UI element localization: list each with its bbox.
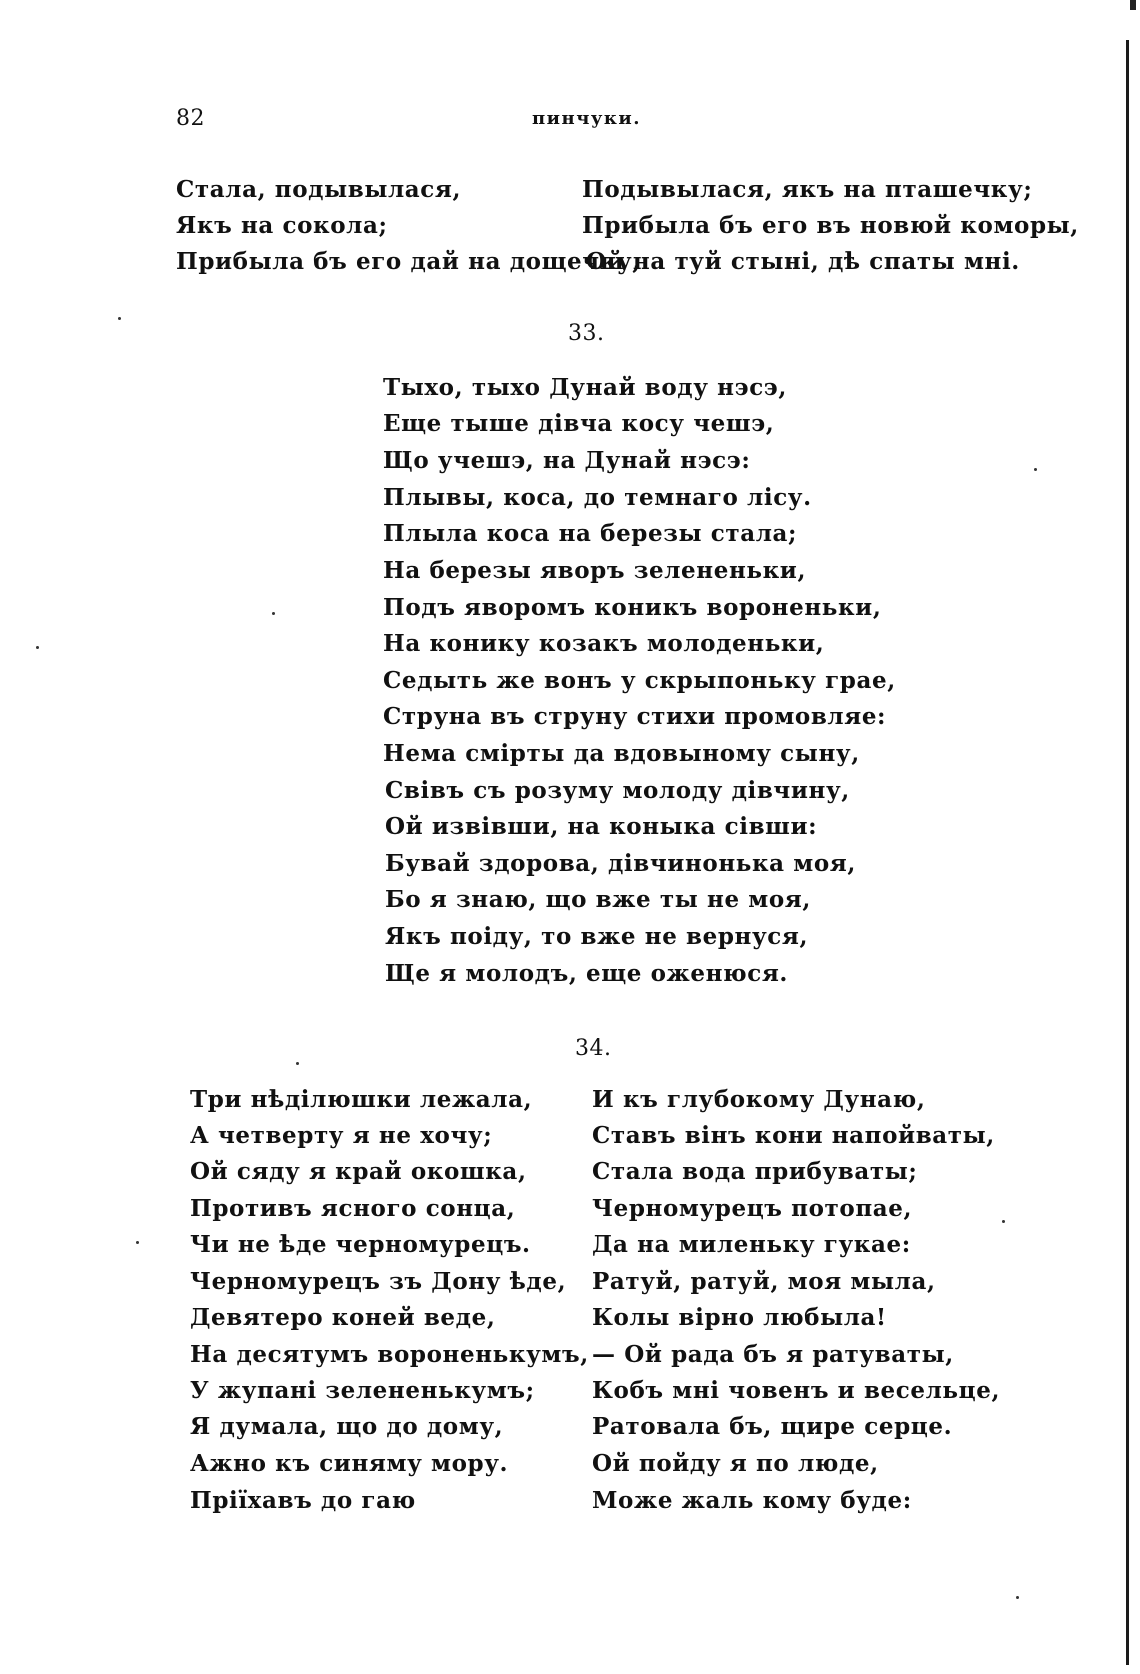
scan-speck: [272, 612, 275, 615]
verse-line: — Ой рада бъ я ратуваты,: [592, 1341, 954, 1368]
verse-line: Плыла коса на березы стала;: [383, 520, 798, 547]
song-number: 34.: [575, 1036, 612, 1061]
verse-line: Бо я знаю, що вже ты не моя,: [385, 886, 812, 913]
scan-speck: [296, 1062, 299, 1065]
verse-line: Подъ яворомъ коникъ вороненьки,: [383, 594, 882, 621]
scan-mark: [1130, 0, 1136, 10]
verse-line: Що учешэ, на Дунай нэсэ:: [383, 447, 751, 474]
verse-line: Стала вода прибуваты;: [592, 1158, 918, 1185]
verse-line: Я думала, що до дому,: [190, 1413, 504, 1440]
verse-line: Бувай здорова, дівчинонька моя,: [385, 850, 856, 877]
scan-speck: [36, 646, 39, 649]
scan-speck: [1002, 1220, 1005, 1223]
verse-line: Ой извівши, на коныка сівши:: [385, 813, 818, 840]
verse-line: Три нѣділюшки лежала,: [190, 1086, 533, 1113]
verse-line: У жупані зелененькумъ;: [190, 1377, 535, 1404]
verse-line: Черномурецъ потопае,: [592, 1195, 913, 1222]
verse-line: Тыхо, тыхо Дунай воду нэсэ,: [383, 374, 788, 401]
verse-line: Ой сяду я край окошка,: [190, 1158, 527, 1185]
verse-line: Ратуй, ратуй, моя мыла,: [592, 1268, 936, 1295]
verse-line: Да на миленьку гукае:: [592, 1231, 911, 1258]
verse-line: Колы вірно любыла!: [592, 1304, 887, 1331]
verse-line: Ой пойду я по люде,: [592, 1450, 879, 1477]
verse-line: Прибыла бъ его въ новюй коморы,: [582, 212, 1079, 239]
scan-speck: [1016, 1596, 1019, 1599]
verse-line: Чи не ѣде черномурецъ.: [190, 1231, 531, 1258]
verse-line: Девятеро коней веде,: [190, 1304, 496, 1331]
scan-speck: [118, 317, 121, 320]
verse-line: Пріїхавъ до гаю: [190, 1487, 416, 1514]
verse-line: Противъ ясного сонца,: [190, 1195, 516, 1222]
verse-line: Плывы, коса, до темнаго лісу.: [383, 484, 812, 511]
verse-line: Прибыла бъ его дай на дощечку,: [176, 248, 641, 275]
verse-line: Якъ поіду, то вже не вернуся,: [385, 923, 809, 950]
verse-line: Стала, подывылася,: [176, 176, 462, 203]
verse-line: Подывылася, якъ на пташечку;: [582, 176, 1033, 203]
verse-line: Свівъ съ розуму молоду дівчину,: [385, 777, 850, 804]
verse-line: А четверту я не хочу;: [190, 1122, 493, 1149]
verse-line: Седыть же вонъ у скрыпоньку грае,: [383, 667, 896, 694]
verse-line: Якъ на сокола;: [176, 212, 388, 239]
verse-line: Ще я молодъ, еще оженюся.: [385, 960, 789, 987]
verse-line: Кобъ мні човенъ и весельце,: [592, 1377, 1001, 1404]
verse-line: На конику козакъ молоденьки,: [383, 630, 825, 657]
verse-line: На березы яворъ зелененьки,: [383, 557, 807, 584]
verse-line: Ажно къ синяму мору.: [190, 1450, 509, 1477]
verse-line: Ратовала бъ, щире серце.: [592, 1413, 953, 1440]
page-edge-rule: [1126, 40, 1129, 1665]
verse-line: На десятумъ вороненькумъ,: [190, 1341, 589, 1368]
scan-speck: [136, 1241, 139, 1244]
page-number: 82: [176, 106, 205, 131]
verse-line: Ставъ вінъ кони напойваты,: [592, 1122, 995, 1149]
verse-line: И къ глубокому Дунаю,: [592, 1086, 926, 1113]
verse-line: Черномурецъ зъ Дону ѣде,: [190, 1268, 567, 1295]
scan-speck: [1034, 468, 1037, 471]
verse-line: Ой на туй стыні, дѣ спаты мні.: [586, 248, 1020, 275]
verse-line: Може жаль кому буде:: [592, 1487, 912, 1514]
running-title: пинчуки.: [532, 108, 642, 129]
verse-line: Нема смірты да вдовыному сыну,: [383, 740, 860, 767]
verse-line: Еще тыше дівча косу чешэ,: [383, 410, 775, 437]
verse-line: Струна въ струну стихи промовляе:: [383, 703, 887, 730]
song-number: 33.: [568, 321, 605, 346]
